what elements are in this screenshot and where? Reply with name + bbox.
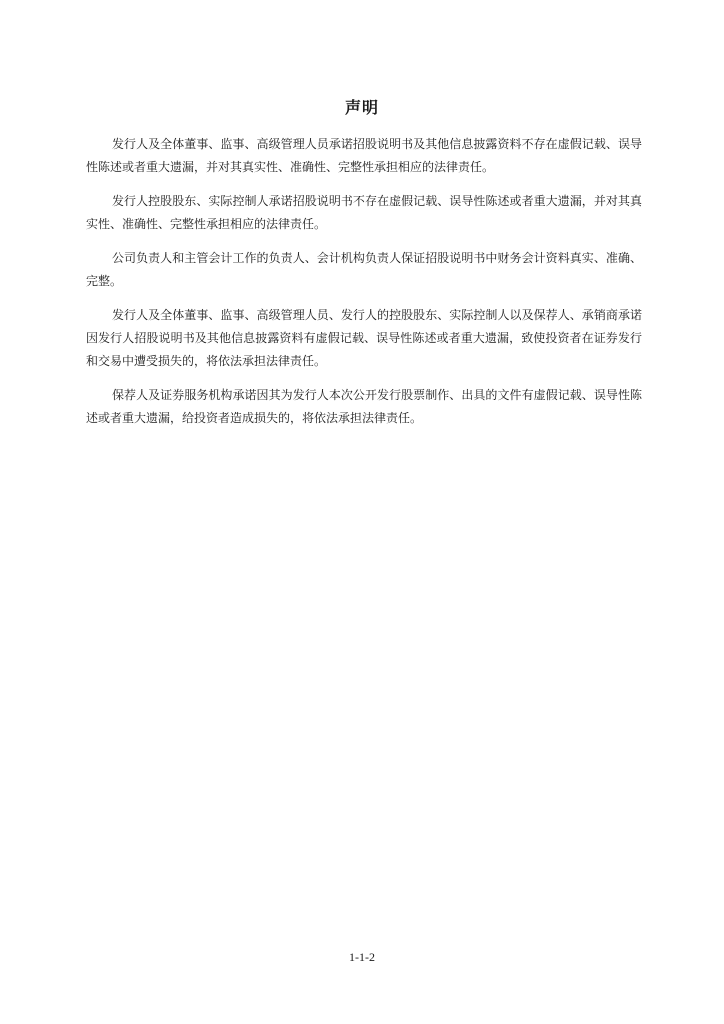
statement-body — [86, 133, 642, 441]
page-title: 声明 — [344, 98, 379, 117]
paragraph-controlling-shareholder-commitment: 发行人控股股东、实际控制人承诺招股说明书不存在虚假记载、误导性陈述或者重大遗漏，并对其真实性、准确性、完整性承担相应的法律责任。 — [86, 194, 642, 231]
paragraph-compensation-commitment: 发行人及全体董事、监事、高级管理人员、发行人的控股股东、实际控制人以及保荐人、承销商承诺因发行人招股说明书及其他信息披露资料有虚假记载、误导性陈述或者重大遗漏，致使投资者在证券发行和交易中遭受损失的，将依法承担法律责任。 — [86, 308, 642, 368]
paragraph-directors-commitment: 发行人及全体董事、监事、高级管理人员承诺招股说明书及其他信息披露资料不存在虚假记载、误导性陈述或者重大遗漏，并对其真实性、准确性、完整性承担相应的法律责任。 — [86, 137, 642, 174]
paragraph-sponsor-commitment: 保荐人及证券服务机构承诺因其为发行人本次公开发行股票制作、出具的文件有虚假记载、误导性陈述或者重大遗漏，给投资者造成损失的，将依法承担法律责任。 — [86, 388, 642, 425]
paragraph-financial-guarantee: 公司负责人和主管会计工作的负责人、会计机构负责人保证招股说明书中财务会计资料真实、准确、完整。 — [86, 251, 642, 288]
page-number: 1-1-2 — [349, 950, 375, 964]
